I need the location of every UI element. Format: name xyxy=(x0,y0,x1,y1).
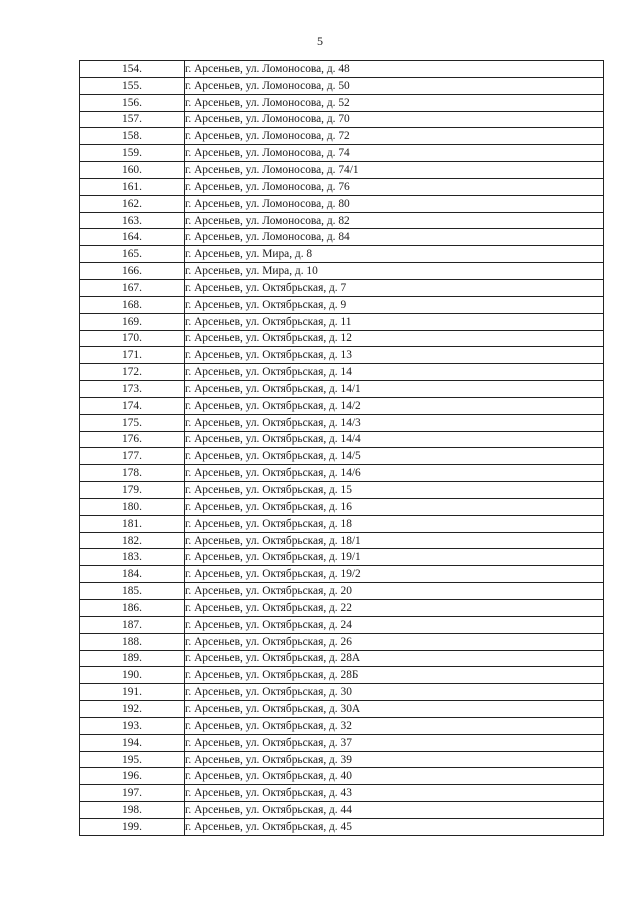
row-number-cell: 193. xyxy=(80,717,185,734)
row-number-cell: 198. xyxy=(80,802,185,819)
row-number-cell: 179. xyxy=(80,482,185,499)
table-row xyxy=(80,364,604,381)
address-cell: г. Арсеньев, ул. Октябрьская, д. 14/6 xyxy=(185,465,604,482)
row-number-cell: 194. xyxy=(80,734,185,751)
table-row xyxy=(80,751,604,768)
row-number-cell: 166. xyxy=(80,263,185,280)
row-number-cell: 174. xyxy=(80,397,185,414)
row-number-cell: 172. xyxy=(80,364,185,381)
address-cell: г. Арсеньев, ул. Ломоносова, д. 74/1 xyxy=(185,162,604,179)
row-number-cell: 183. xyxy=(80,549,185,566)
address-cell: г. Арсеньев, ул. Октябрьская, д. 14 xyxy=(185,364,604,381)
address-cell: г. Арсеньев, ул. Октябрьская, д. 14/3 xyxy=(185,414,604,431)
address-cell: г. Арсеньев, ул. Октябрьская, д. 9 xyxy=(185,296,604,313)
row-number-cell: 155. xyxy=(80,77,185,94)
table-row xyxy=(80,785,604,802)
table-row xyxy=(80,667,604,684)
row-number-cell: 185. xyxy=(80,583,185,600)
table-row xyxy=(80,330,604,347)
table-row xyxy=(80,701,604,718)
table-row xyxy=(80,515,604,532)
row-number-cell: 176. xyxy=(80,431,185,448)
table-row xyxy=(80,296,604,313)
table-row xyxy=(80,94,604,111)
row-number-cell: 163. xyxy=(80,212,185,229)
table-row xyxy=(80,633,604,650)
row-number-cell: 195. xyxy=(80,751,185,768)
row-number-cell: 188. xyxy=(80,633,185,650)
row-number-cell: 196. xyxy=(80,768,185,785)
table-row xyxy=(80,650,604,667)
row-number-cell: 199. xyxy=(80,818,185,835)
address-cell: г. Арсеньев, ул. Октябрьская, д. 30 xyxy=(185,684,604,701)
table-row xyxy=(80,279,604,296)
address-cell: г. Арсеньев, ул. Октябрьская, д. 24 xyxy=(185,616,604,633)
address-cell: г. Арсеньев, ул. Октябрьская, д. 19/2 xyxy=(185,566,604,583)
address-cell: г. Арсеньев, ул. Ломоносова, д. 80 xyxy=(185,195,604,212)
row-number-cell: 167. xyxy=(80,279,185,296)
address-cell: г. Арсеньев, ул. Октябрьская, д. 30А xyxy=(185,701,604,718)
address-cell: г. Арсеньев, ул. Октябрьская, д. 11 xyxy=(185,313,604,330)
address-cell: г. Арсеньев, ул. Ломоносова, д. 84 xyxy=(185,229,604,246)
table-row xyxy=(80,212,604,229)
row-number-cell: 168. xyxy=(80,296,185,313)
table-row xyxy=(80,246,604,263)
address-cell: г. Арсеньев, ул. Октябрьская, д. 19/1 xyxy=(185,549,604,566)
address-cell: г. Арсеньев, ул. Октябрьская, д. 44 xyxy=(185,802,604,819)
row-number-cell: 191. xyxy=(80,684,185,701)
address-cell: г. Арсеньев, ул. Октябрьская, д. 18/1 xyxy=(185,532,604,549)
table-row xyxy=(80,549,604,566)
address-table-body xyxy=(80,61,604,836)
table-row xyxy=(80,532,604,549)
address-cell: г. Арсеньев, ул. Октябрьская, д. 45 xyxy=(185,818,604,835)
address-cell: г. Арсеньев, ул. Октябрьская, д. 39 xyxy=(185,751,604,768)
row-number-cell: 170. xyxy=(80,330,185,347)
address-cell: г. Арсеньев, ул. Ломоносова, д. 74 xyxy=(185,145,604,162)
table-row xyxy=(80,195,604,212)
row-number-cell: 181. xyxy=(80,515,185,532)
address-cell: г. Арсеньев, ул. Ломоносова, д. 50 xyxy=(185,77,604,94)
table-row xyxy=(80,616,604,633)
table-row xyxy=(80,482,604,499)
table-row xyxy=(80,566,604,583)
address-cell: г. Арсеньев, ул. Октябрьская, д. 18 xyxy=(185,515,604,532)
table-row xyxy=(80,583,604,600)
address-cell: г. Арсеньев, ул. Октябрьская, д. 26 xyxy=(185,633,604,650)
row-number-cell: 180. xyxy=(80,498,185,515)
table-row xyxy=(80,802,604,819)
address-cell: г. Арсеньев, ул. Октябрьская, д. 40 xyxy=(185,768,604,785)
address-cell: г. Арсеньев, ул. Ломоносова, д. 72 xyxy=(185,128,604,145)
table-row xyxy=(80,818,604,835)
table-row xyxy=(80,465,604,482)
table-row xyxy=(80,684,604,701)
address-cell: г. Арсеньев, ул. Ломоносова, д. 48 xyxy=(185,61,604,78)
address-cell: г. Арсеньев, ул. Октябрьская, д. 16 xyxy=(185,498,604,515)
table-row xyxy=(80,431,604,448)
row-number-cell: 173. xyxy=(80,381,185,398)
row-number-cell: 197. xyxy=(80,785,185,802)
row-number-cell: 186. xyxy=(80,600,185,617)
address-cell: г. Арсеньев, ул. Октябрьская, д. 7 xyxy=(185,279,604,296)
row-number-cell: 160. xyxy=(80,162,185,179)
table-row xyxy=(80,128,604,145)
address-cell: г. Арсеньев, ул. Октябрьская, д. 28Б xyxy=(185,667,604,684)
row-number-cell: 189. xyxy=(80,650,185,667)
table-row xyxy=(80,145,604,162)
address-cell: г. Арсеньев, ул. Октябрьская, д. 15 xyxy=(185,482,604,499)
row-number-cell: 159. xyxy=(80,145,185,162)
table-row xyxy=(80,734,604,751)
table-row xyxy=(80,768,604,785)
row-number-cell: 169. xyxy=(80,313,185,330)
address-cell: г. Арсеньев, ул. Мира, д. 10 xyxy=(185,263,604,280)
table-row xyxy=(80,347,604,364)
row-number-cell: 190. xyxy=(80,667,185,684)
table-row xyxy=(80,61,604,78)
row-number-cell: 175. xyxy=(80,414,185,431)
row-number-cell: 192. xyxy=(80,701,185,718)
table-row xyxy=(80,178,604,195)
table-row xyxy=(80,77,604,94)
address-cell: г. Арсеньев, ул. Октябрьская, д. 14/5 xyxy=(185,448,604,465)
table-row xyxy=(80,414,604,431)
table-row xyxy=(80,111,604,128)
row-number-cell: 156. xyxy=(80,94,185,111)
row-number-cell: 158. xyxy=(80,128,185,145)
address-cell: г. Арсеньев, ул. Ломоносова, д. 76 xyxy=(185,178,604,195)
row-number-cell: 177. xyxy=(80,448,185,465)
address-cell: г. Арсеньев, ул. Октябрьская, д. 22 xyxy=(185,600,604,617)
table-row xyxy=(80,162,604,179)
address-cell: г. Арсеньев, ул. Октябрьская, д. 43 xyxy=(185,785,604,802)
row-number-cell: 164. xyxy=(80,229,185,246)
address-cell: г. Арсеньев, ул. Мира, д. 8 xyxy=(185,246,604,263)
row-number-cell: 154. xyxy=(80,61,185,78)
page-number: 5 xyxy=(317,34,323,48)
row-number-cell: 171. xyxy=(80,347,185,364)
row-number-cell: 184. xyxy=(80,566,185,583)
address-cell: г. Арсеньев, ул. Октябрьская, д. 20 xyxy=(185,583,604,600)
table-row xyxy=(80,498,604,515)
address-cell: г. Арсеньев, ул. Октябрьская, д. 32 xyxy=(185,717,604,734)
row-number-cell: 162. xyxy=(80,195,185,212)
row-number-cell: 182. xyxy=(80,532,185,549)
table-row xyxy=(80,397,604,414)
address-cell: г. Арсеньев, ул. Октябрьская, д. 14/2 xyxy=(185,397,604,414)
address-cell: г. Арсеньев, ул. Октябрьская, д. 13 xyxy=(185,347,604,364)
row-number-cell: 178. xyxy=(80,465,185,482)
row-number-cell: 161. xyxy=(80,178,185,195)
address-cell: г. Арсеньев, ул. Октябрьская, д. 28А xyxy=(185,650,604,667)
address-cell: г. Арсеньев, ул. Октябрьская, д. 12 xyxy=(185,330,604,347)
address-cell: г. Арсеньев, ул. Ломоносова, д. 52 xyxy=(185,94,604,111)
row-number-cell: 187. xyxy=(80,616,185,633)
table-row xyxy=(80,448,604,465)
table-row xyxy=(80,313,604,330)
table-row xyxy=(80,717,604,734)
address-cell: г. Арсеньев, ул. Ломоносова, д. 82 xyxy=(185,212,604,229)
address-cell: г. Арсеньев, ул. Октябрьская, д. 37 xyxy=(185,734,604,751)
row-number-cell: 157. xyxy=(80,111,185,128)
address-cell: г. Арсеньев, ул. Октябрьская, д. 14/1 xyxy=(185,381,604,398)
address-table xyxy=(79,60,604,836)
table-row xyxy=(80,600,604,617)
address-cell: г. Арсеньев, ул. Октябрьская, д. 14/4 xyxy=(185,431,604,448)
table-row xyxy=(80,381,604,398)
table-row xyxy=(80,229,604,246)
table-row xyxy=(80,263,604,280)
row-number-cell: 165. xyxy=(80,246,185,263)
address-cell: г. Арсеньев, ул. Ломоносова, д. 70 xyxy=(185,111,604,128)
